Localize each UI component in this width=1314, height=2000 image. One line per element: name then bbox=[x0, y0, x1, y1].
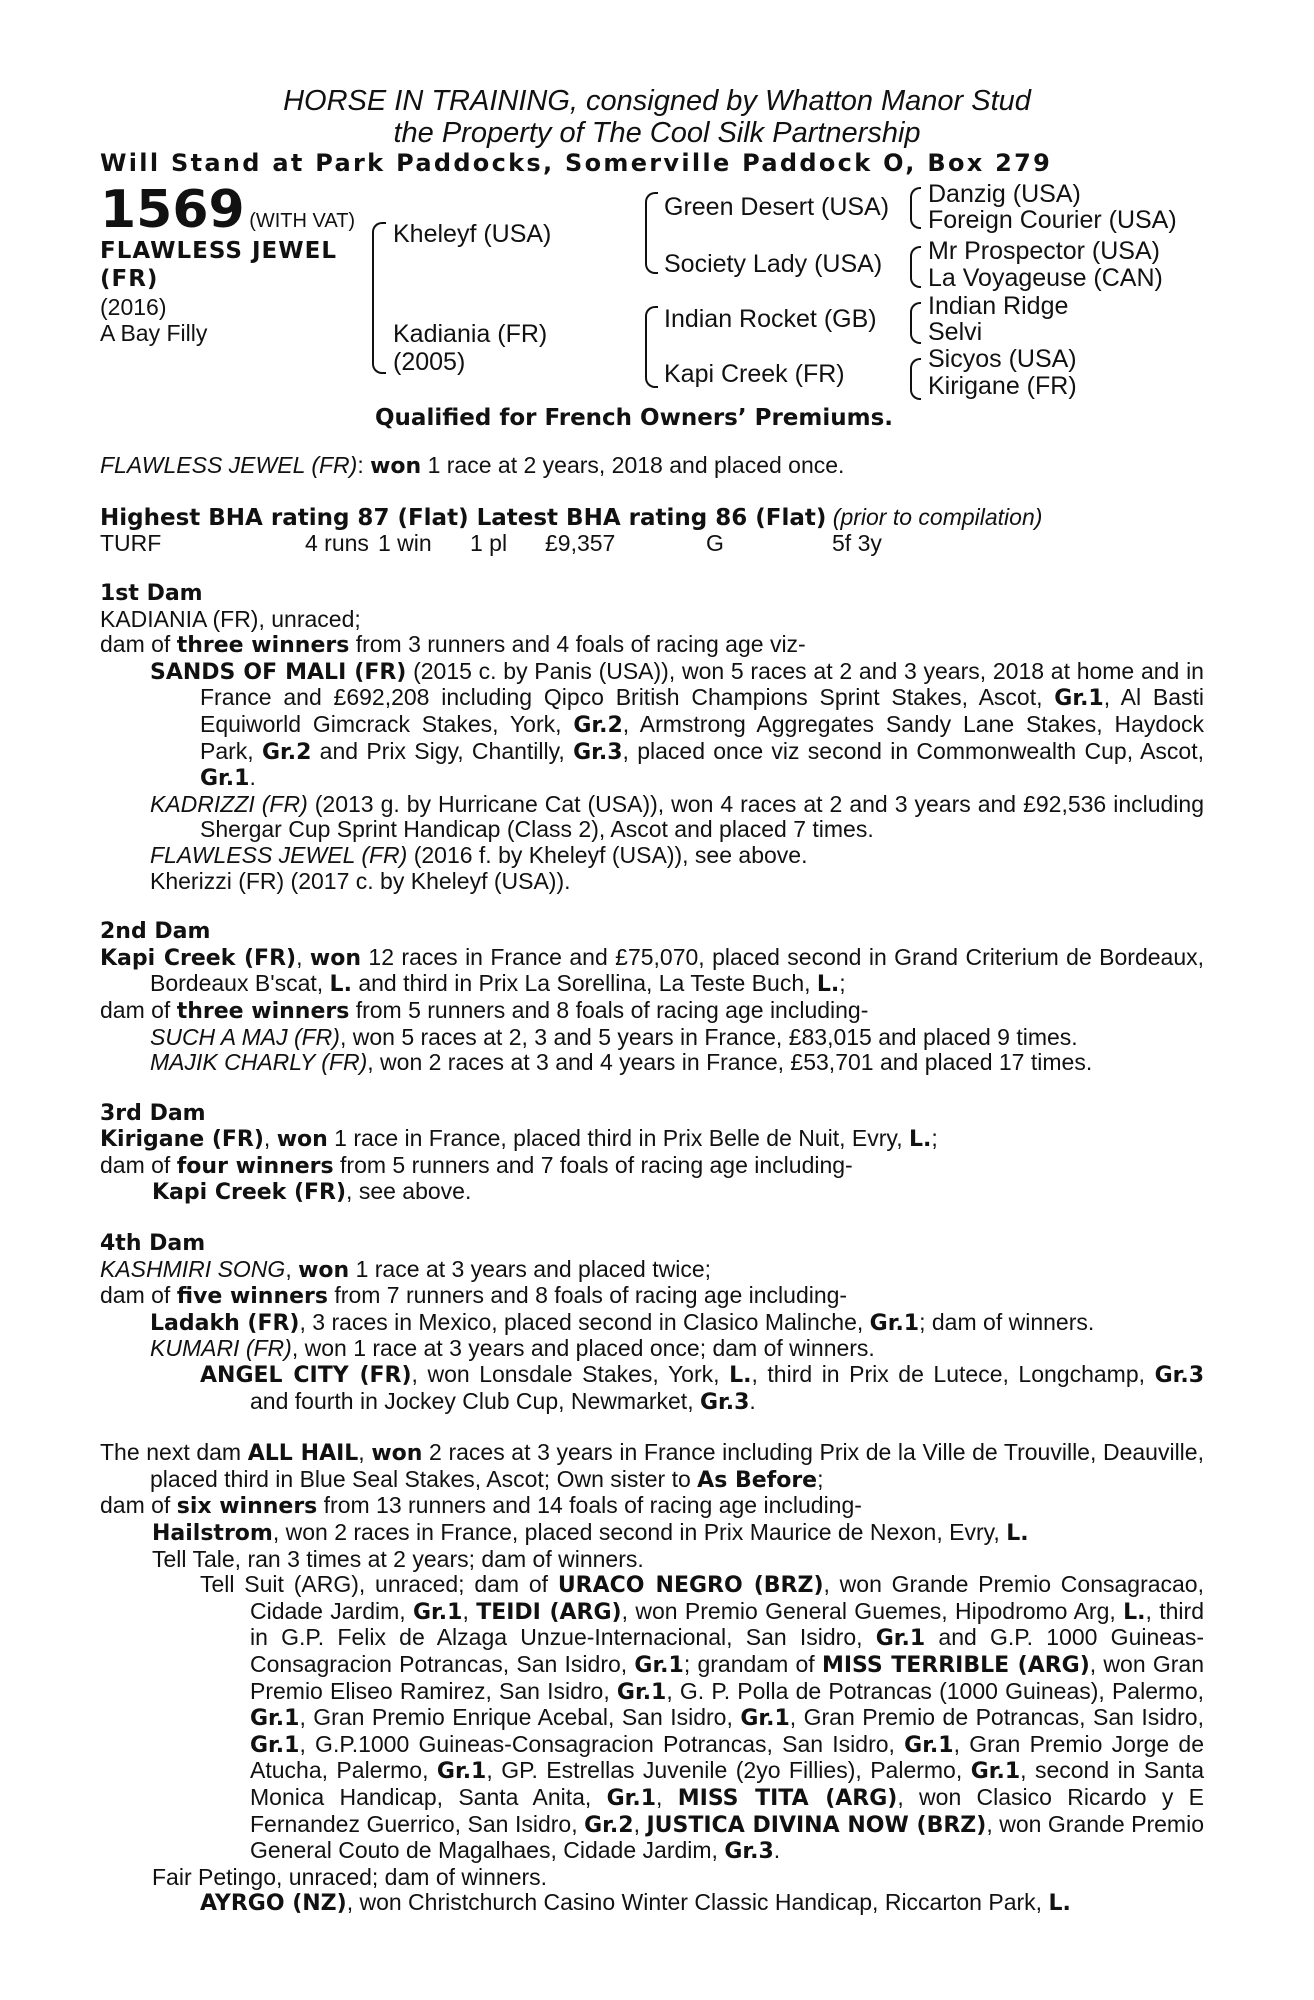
vat-note: (WITH VAT) bbox=[249, 210, 356, 232]
pedigree-dam-year: (2005) bbox=[393, 348, 466, 376]
third-dam-produce-line: dam of four winners from 5 runners and 7 foals of racing age including- bbox=[100, 1151, 853, 1179]
lot-number: 1569 bbox=[100, 180, 245, 240]
pedigree-brace-main bbox=[372, 222, 386, 374]
first-dam-winners: three winners bbox=[176, 633, 350, 659]
summary-line: FLAWLESS JEWEL (FR): won 1 race at 2 years, 2018 and placed once. bbox=[100, 452, 845, 479]
pedigree-brace-dd bbox=[910, 358, 921, 400]
next-dam-progeny-1: Hailstrom, won 2 races in France, placed second in Prix Maurice de Nexon, Evry, L. bbox=[152, 1519, 1029, 1546]
summary-won: won bbox=[370, 454, 422, 479]
next-dam-line: The next dam ALL HAIL, won 2 races at 3 years in France including Prix de la Ville de Trouville, Deauville, placed third in Blue Seal Stakes, Ascot; Own sister to As Before; bbox=[100, 1439, 1204, 1493]
header-line-1: HORSE IN TRAINING, consigned by Whatton Manor Stud bbox=[283, 85, 1031, 117]
pedigree-brace-dam bbox=[645, 306, 658, 388]
third-dam-heading: 3rd Dam bbox=[100, 1100, 206, 1126]
second-dam-progeny-2: MAJIK CHARLY (FR), won 2 races at 3 and 4 years in France, £53,701 and placed 17 times. bbox=[150, 1049, 1093, 1076]
next-dam-progeny-3: Tell Suit (ARG), unraced; dam of URACO NEGRO (BRZ), won Grande Premio Consagracao, Cidade Jardim, Gr.1, TEIDI (ARG), won Premio General Guemes, Hipodromo Arg, L., third in G.P. Felix de Alzaga Unzue-Internacional, San Isidro, Gr.1 and G.P. 1000 Guineas-Consagracion Potrancas, San Isidro, Gr.1; grandam of MISS TERRIBLE (ARG), won Gran Premio Eliseo Ramirez, San Isidro, Gr.1, G. P. Polla de Potrancas (1000 Guineas), Palermo, Gr.1, Gran Premio Enrique Acebal, San Isidro, Gr.1, Gran Premio de Potrancas, San Isidro, Gr.1, G.P.1000 Guineas-Consagracion Potrancas, San Isidro, Gr.1, Gran Premio Jorge de Atucha, Palermo, Gr.1, GP. Estrellas Juvenile (2yo Fillies), Palermo, Gr.1, second in Santa Monica Handicap, Santa Anita, Gr.1, MISS TITA (ARG), won Clasico Ricardo y E Fernandez Guerrico, San Isidro, Gr.2, JUSTICA DIVINA NOW (BRZ), won Grande Premio General Couto de Magalhaes, Cidade Jardim, Gr.3. bbox=[200, 1571, 1205, 1865]
pedigree-brace-ss bbox=[910, 187, 921, 229]
pedigree-sire-dam: Society Lady (USA) bbox=[664, 250, 883, 278]
fourth-dam-line: KASHMIRI SONG, won 1 race at 3 years and placed twice; bbox=[100, 1255, 712, 1283]
second-dam-heading: 2nd Dam bbox=[100, 919, 211, 945]
horse-year: (2016) bbox=[100, 294, 167, 320]
rating-line bbox=[100, 504, 1042, 531]
fourth-dam-progeny-2: KUMARI (FR), won 1 race at 3 years and placed once; dam of winners. bbox=[150, 1335, 875, 1362]
pedigree-dam: Kadiania (FR) bbox=[393, 320, 548, 348]
pedigree-brace-sire bbox=[645, 192, 658, 274]
fourth-dam-heading: 4th Dam bbox=[100, 1231, 206, 1257]
catalogue-body bbox=[100, 581, 1204, 1917]
pedigree-sdd: La Voyageuse (CAN) bbox=[928, 264, 1163, 292]
rating-note: (prior to compilation) bbox=[832, 504, 1043, 530]
pedigree-ssd: Foreign Courier (USA) bbox=[928, 206, 1177, 234]
rating-wins: 1 win bbox=[378, 530, 432, 556]
second-dam-progeny-1: SUCH A MAJ (FR), won 5 races at 2, 3 and 5 years in France, £83,015 and placed 9 times. bbox=[150, 1023, 1078, 1050]
rating-distance: 5f 3y bbox=[832, 530, 882, 556]
pedigree-dds: Sicyos (USA) bbox=[928, 345, 1077, 373]
first-dam-heading: 1st Dam bbox=[100, 581, 203, 606]
first-dam-progeny-4: Kherizzi (FR) (2017 c. by Kheleyf (USA)). bbox=[150, 867, 571, 894]
next-dam-produce-line: dam of six winners from 13 runners and 14 foals of racing age including- bbox=[100, 1492, 862, 1520]
third-dam-progeny-1: Kapi Creek (FR), see above. bbox=[152, 1178, 472, 1206]
third-dam-line: Kirigane (FR), won 1 race in France, placed third in Prix Belle de Nuit, Evry, L.; bbox=[100, 1125, 938, 1153]
rating-runs: 4 runs bbox=[305, 530, 369, 556]
pedigree-brace-sd bbox=[910, 246, 921, 288]
horse-country: (FR) bbox=[100, 266, 159, 292]
progeny-name-sands-of-mali: SANDS OF MALI (FR) bbox=[150, 659, 407, 685]
header-line-2: the Property of The Cool Silk Partnership bbox=[393, 117, 921, 149]
stand-location: Will Stand at Park Paddocks, Somerville Paddock O, Box 279 bbox=[100, 149, 1053, 177]
first-dam-progeny-1: SANDS OF MALI (FR) (2015 c. by Panis (USA)), won 5 races at 2 and 3 years, 2018 at home and in France and £692,208 including Qipco British Champions Sprint Stakes, Ascot, Gr.1, Al Basti Equiworld Gimcrack Stakes, York, Gr.2, Armstrong Aggregates Sandy Lane Stakes, Haydock Park, Gr.2 and Prix Sigy, Chantilly, Gr.3, placed once viz second in Commonwealth Cup, Ascot, Gr.1. bbox=[150, 657, 1205, 792]
pedigree-brace-ds bbox=[910, 302, 921, 344]
pedigree-sire-sire: Green Desert (USA) bbox=[664, 193, 890, 221]
next-dam-grandprogeny-ayrgo: AYRGO (NZ), won Christchurch Casino Winter Classic Handicap, Riccarton Park, L. bbox=[200, 1889, 1071, 1917]
pedigree-dam-sire: Indian Rocket (GB) bbox=[664, 305, 877, 333]
lot-block bbox=[100, 180, 355, 240]
rating-bold: Highest BHA rating 87 (Flat) Latest BHA rating 86 (Flat) bbox=[100, 505, 827, 531]
fourth-dam-grandprogeny-1: ANGEL CITY (FR), won Lonsdale Stakes, York, L., third in Prix de Lutece, Longchamp, Gr.3 and fourth in Jockey Club Cup, Newmarket, Gr.3. bbox=[200, 1361, 1204, 1415]
first-dam-progeny-3: FLAWLESS JEWEL (FR) (2016 f. by Kheleyf (USA)), see above. bbox=[150, 841, 808, 868]
pedigree-sire: Kheleyf (USA) bbox=[393, 220, 552, 248]
pedigree-dss: Indian Ridge bbox=[928, 292, 1069, 320]
second-dam-produce-line: dam of three winners from 5 runners and 8 foals of racing age including- bbox=[100, 996, 869, 1024]
first-dam-progeny-2: KADRIZZI (FR) (2013 g. by Hurricane Cat (USA)), won 4 races at 2 and 3 years and £92,536 including Shergar Cup Sprint Handicap (Class 2), Ascot and placed 7 times. bbox=[150, 790, 1205, 843]
pedigree-ddd: Kirigane (FR) bbox=[928, 372, 1077, 400]
fourth-dam-produce-line: dam of five winners from 7 runners and 8 foals of racing age including- bbox=[100, 1282, 848, 1310]
first-dam-produce-line: dam of three winners from 3 runners and 4 foals of racing age viz- bbox=[100, 631, 806, 659]
rating-placed: 1 pl bbox=[470, 530, 508, 556]
horse-description: A Bay Filly bbox=[100, 320, 208, 346]
pedigree-dsd: Selvi bbox=[928, 318, 983, 346]
rating-prize: £9,357 bbox=[545, 530, 616, 556]
next-dam-progeny-2: Tell Tale, ran 3 times at 2 years; dam of winners. bbox=[152, 1545, 644, 1572]
rating-surface: TURF bbox=[100, 530, 162, 556]
qualified-note: Qualified for French Owners’ Premiums. bbox=[375, 405, 894, 431]
rating-going: G bbox=[706, 530, 724, 556]
pedigree-sss: Danzig (USA) bbox=[928, 180, 1081, 208]
summary-text: 1 race at 2 years, 2018 and placed once. bbox=[421, 452, 845, 478]
pedigree-sds: Mr Prospector (USA) bbox=[928, 237, 1160, 265]
first-dam-line: KADIANIA (FR), unraced; bbox=[100, 605, 361, 632]
summary-horse-name: FLAWLESS JEWEL (FR) bbox=[100, 452, 358, 478]
pedigree-dam-dam: Kapi Creek (FR) bbox=[664, 360, 845, 388]
fourth-dam-progeny-1: Ladakh (FR), 3 races in Mexico, placed second in Clasico Malinche, Gr.1; dam of winners. bbox=[150, 1308, 1095, 1336]
second-dam-line: Kapi Creek (FR), won 12 races in France and £75,070, placed second in Grand Criterium de Bordeaux, Bordeaux B'scat, L. and third in Prix La Sorellina, La Teste Buch, L.; bbox=[100, 943, 1205, 998]
next-dam-progeny-4: Fair Petingo, unraced; dam of winners. bbox=[152, 1863, 548, 1890]
horse-name: FLAWLESS JEWEL bbox=[100, 238, 337, 264]
